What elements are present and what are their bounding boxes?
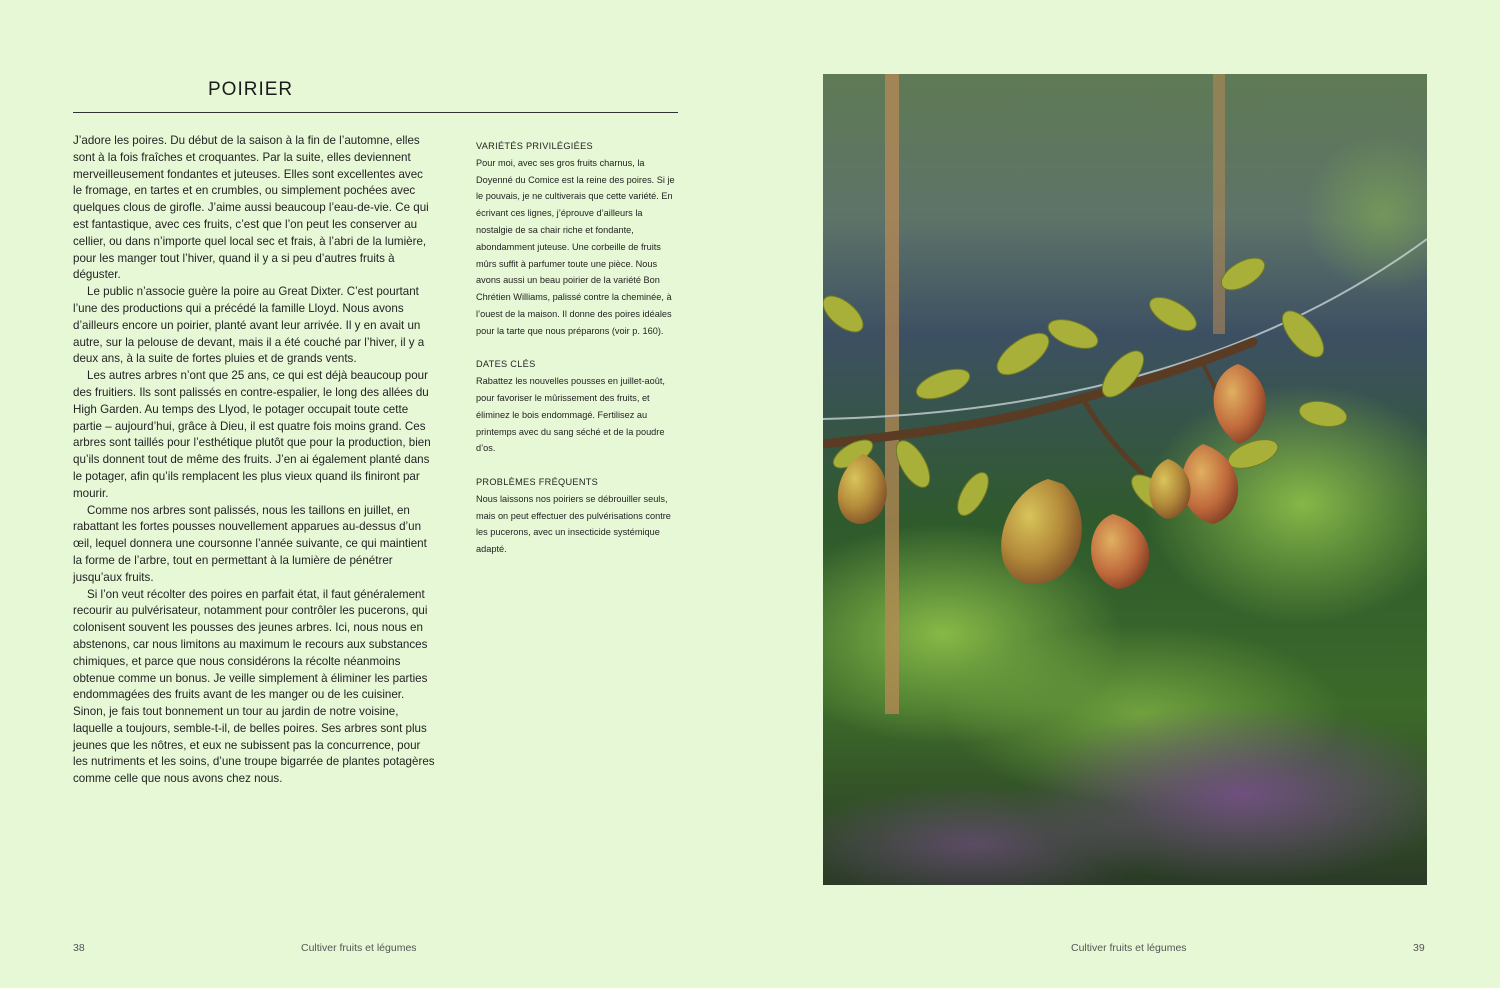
sidebar-body: Pour moi, avec ses gros fruits charnus, la Doyenné du Comice est la reine des poires. Si je le pouvais, je ne cultiverais que cette variété. En écrivant ces lignes, j’éprouve d’ailleurs la nostalgie de sa chair riche et fondante, abondamment juteuse. Une corbeille de fruits mûrs suffit à parfumer toute une pièce. Nous avons aussi un beau poirier de la variété Bon Chrétien Williams, palissé contre la cheminée, à l’ouest de la maison. Il donne des poires idéales pour la tarte que nous préparons (voir p. 160). xyxy=(476,157,675,336)
sidebar-heading: PROBLÈMES FRÉQUENTS xyxy=(476,476,599,487)
running-footer: Cultiver fruits et légumes xyxy=(1071,942,1187,954)
article-paragraph-3: Les autres arbres n’ont que 25 ans, ce qui est déjà beaucoup pour des fruitiers. Ils sont palissés en contre-espalier, le long des allées du High Garden. Au temps des Llyod, le potager occupait toute cette partie – aujourd’hui, grâce à Dieu, il est quatre fois moins grand. Ces arbres sont taillés pour l’esthétique plutôt que pour la production, bien qu’ils donnent tout de même des fruits. J’en ai également planté dans le potager, afin qu’ils remplacent les plus vieux quand ils finiront par mourir. xyxy=(73,369,431,500)
main-article xyxy=(73,133,435,788)
sidebar-section-key-dates xyxy=(476,356,680,457)
page-number: 39 xyxy=(1413,942,1425,954)
article-paragraph-2: Le public n’associe guère la poire au Great Dixter. C’est pourtant l’une des productions qui a précédé la famille Lloyd. Nous avons d’ailleurs encore un poirier, planté avant leur arrivée. Il y en avait un autre, sur la pelouse de devant, mais il a été couché par l’hiver, il y a deux ans, à la suite de fortes pluies et de grands vents. xyxy=(73,285,425,366)
sidebar xyxy=(476,138,680,575)
pear-branch-photo xyxy=(823,74,1427,885)
page-title: POIRIER xyxy=(208,79,294,100)
running-footer: Cultiver fruits et légumes xyxy=(301,942,417,954)
sidebar-heading: DATES CLÉS xyxy=(476,359,536,370)
article-paragraph-4: Comme nos arbres sont palissés, nous les taillons en juillet, en rabattant les fortes pousses nouvellement apparues au-dessus d’un œil, lequel donnera une coursonne l’année suivante, ce qui maintient la forme de l’arbre, tout en permettant à la lumière de pénétrer jusqu’aux fruits. xyxy=(73,503,427,584)
article-paragraph-5: Si l’on veut récolter des poires en parfait état, il faut généralement recourir au pulvérisateur, notamment pour contrôler les pucerons, qui colonisent souvent les pousses des jeunes arbres. Ici, nous nous en abstenons, car nous limitons au maximum le recours aux substances chimiques, et parce que nous considérons la récolte néanmoins obtenue comme un bonus. Je veille simplement à éliminer les parties endommagées des fruits avant de les manger ou de les cuisiner. Sinon, je fais tout bonnement un tour au jardin de notre voisine, laquelle a toujours, semble-t-il, de belles poires. Ses arbres sont plus jeunes que les nôtres, et eux ne subissent pas la concurrence, pour les nutriments et les soins, d’une troupe bigarrée de plantes potagères comme celle que nous avons chez nous. xyxy=(73,587,435,786)
photo-illustration xyxy=(823,74,1427,885)
page-number: 38 xyxy=(73,942,85,954)
article-paragraph-1: J’adore les poires. Du début de la saison à la fin de l’automne, elles sont à la fois fraîches et croquantes. Par la suite, elles deviennent merveilleusement fondantes et juteuses. Elles sont excellentes avec le fromage, en tartes et en crumbles, ou simplement pochées avec quelques clous de girofle. J’aime aussi beaucoup l’eau-de-vie. Ce qui est fantastique, avec ces fruits, c’est que l’on peut les conserver au cellier, ou dans n’importe quel local sec et frais, à l’abri de la lumière, pour les manger tout l’hiver, quand il y a si peu d’autres fruits à déguster. xyxy=(73,134,429,282)
title-rule xyxy=(73,112,678,113)
sidebar-section-varieties xyxy=(476,138,680,340)
right-page xyxy=(750,0,1500,988)
sidebar-body: Nous laissons nos poiriers se débrouiller seuls, mais on peut effectuer des pulvérisations contre les pucerons, avec un insecticide systémique adapté. xyxy=(476,493,671,555)
sidebar-section-problems xyxy=(476,474,680,558)
sidebar-body: Rabattez les nouvelles pousses en juillet-août, pour favoriser le mûrissement des fruits, et éliminez le bois endommagé. Fertilisez au printemps avec du sang séché et de la poudre d’os. xyxy=(476,376,665,454)
sidebar-heading: VARIÉTÉS PRIVILÉGIÉES xyxy=(476,141,593,151)
